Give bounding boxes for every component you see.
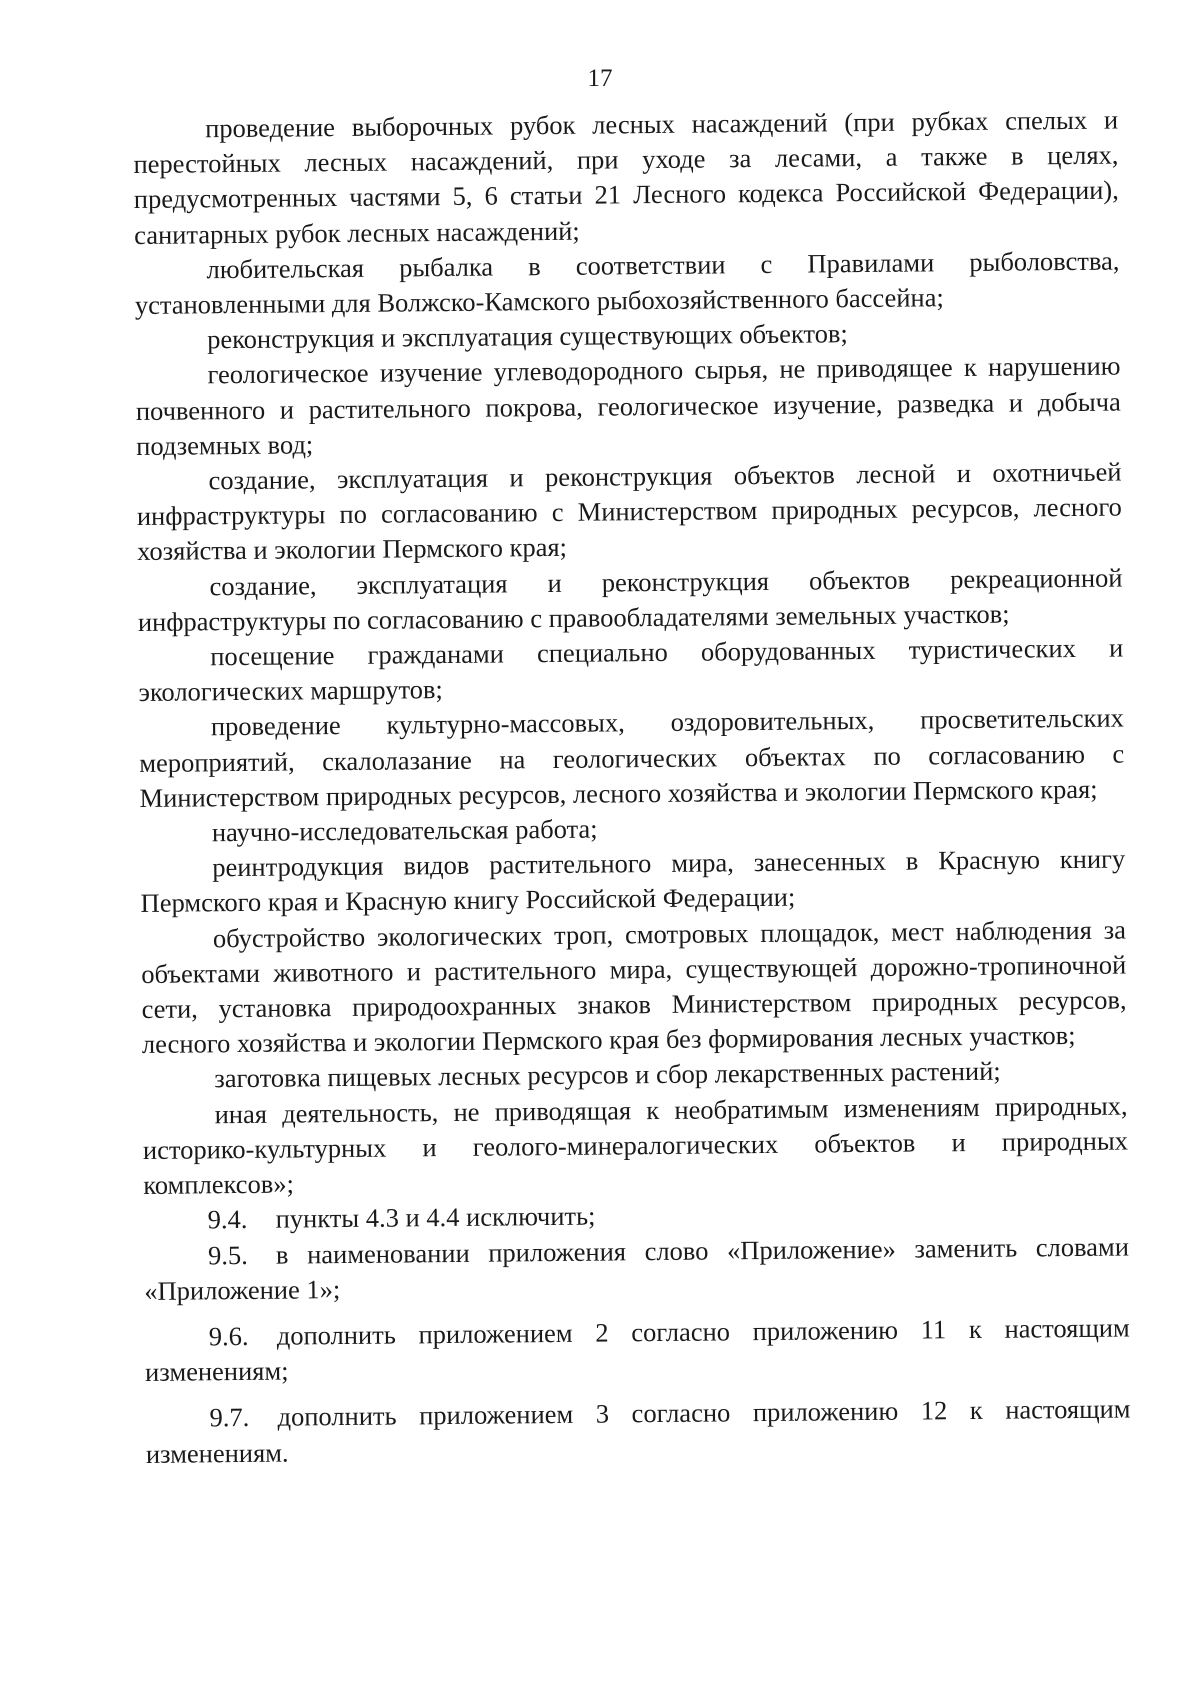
paragraph-amateur-fishing: любительская рыбалка в соответствии с Правилами рыболовства, установленными для Волжско-Камского рыбохозяйственного бассейна; — [134, 245, 1120, 321]
list-item — [144, 1229, 1130, 1309]
item-text: пункты 4.3 и 4.4 исключить; — [275, 1200, 596, 1234]
paragraph-forest-infrastructure: создание, эксплуатация и реконструкция объектов лесной и охотничьей инфраструктуры по согласованию с Министерством природных ресурсов, лесного хозяйства и экологии Пермского края; — [136, 456, 1122, 567]
item-number: 9.5. — [207, 1239, 248, 1270]
paragraph-cultural-events: проведение культурно-массовых, оздоровительных, просветительских мероприятий, скалолазание на геологических объектах по согласованию с Министерством природных ресурсов, лесного хозяйства и экологии Пермского края; — [139, 702, 1125, 813]
list-item — [145, 1392, 1131, 1472]
paragraph-tourist-routes: посещение гражданами специально оборудованных туристических и экологических маршрутов; — [138, 632, 1124, 708]
paragraph-selective-felling: проведение выборочных рубок лесных насаждений (при рубках спелых и перестойных лесных насаждений, при уходе за лесами, а также в целях, предусмотренных частями 5, 6 статьи 21 Лесного кодекса Российской Федерации), санитарных рубок лесных насаждений; — [133, 104, 1119, 250]
list-item — [145, 1310, 1131, 1390]
document-body — [133, 103, 1131, 1472]
item-text: в наименовании приложения слово «Приложение» заменить словами «Приложение 1»; — [144, 1230, 1130, 1306]
item-number: 9.6. — [208, 1320, 249, 1352]
paragraph-other-activity: иная деятельность, не приводящая к необратимым изменениям природных, историко-культурных и геолого-минералогических объектов и природных комплексов»; — [142, 1090, 1129, 1201]
item-number: 9.7. — [209, 1402, 250, 1433]
item-text: дополнить приложением 2 согласно приложению 11 к настоящим изменениям; — [144, 1312, 1130, 1388]
paragraph-eco-trails: обустройство экологических троп, смотровых площадок, мест наблюдения за объектами животного и растительного мира, существующей дорожно-тропиночной сети, установка природоохранных знаков Министерством природных ресурсов, лесного хозяйства и экологии Пермского края без формирования лесных участков; — [141, 914, 1127, 1060]
paragraph-research: научно-исследовательская работа; — [211, 813, 598, 848]
paragraph-geological-study: геологическое изучение углеводородного сырья, не приводящее к нарушению почвенного и растительного покрова, геологическое изучение, разведка и добыча подземных вод; — [135, 350, 1121, 461]
paragraph-food-resources: заготовка пищевых лесных ресурсов и сбор лекарственных растений; — [214, 1056, 1001, 1094]
paragraph-recreational-infrastructure: создание, эксплуатация и реконструкция объектов рекреационной инфраструктуры по согласованию с правообладателями земельных участков; — [137, 562, 1123, 637]
item-text: дополнить приложением 3 согласно приложению 12 к настоящим изменениям. — [145, 1393, 1131, 1469]
page-number: 17 — [587, 65, 613, 92]
paragraph-reintroduction: реинтродукция видов растительного мира, занесенных в Красную книгу Пермского края и Красную книгу Российской Федерации; — [140, 843, 1126, 919]
paragraph-reconstruction: реконструкция и эксплуатация существующих объектов; — [207, 318, 848, 355]
item-number: 9.4. — [207, 1204, 248, 1235]
